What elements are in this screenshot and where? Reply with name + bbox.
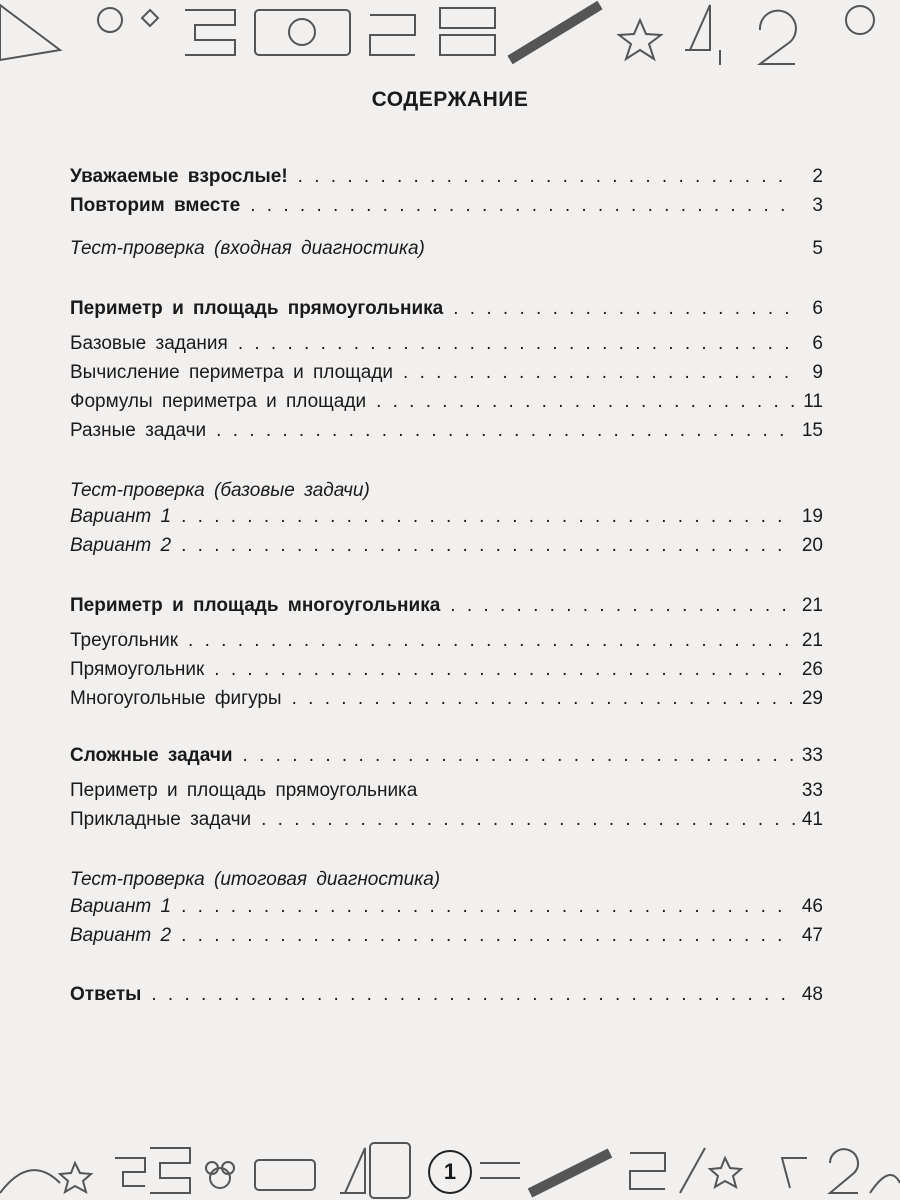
toc-entry	[70, 780, 823, 810]
toc-entry-label: Вариант 2	[70, 925, 172, 946]
banknote-icon	[255, 1160, 315, 1190]
toc-entry-label: Вычисление периметра и площади	[70, 362, 394, 383]
toc-entry	[70, 984, 823, 1014]
toc-entry	[70, 506, 823, 536]
equals-icon	[480, 1163, 520, 1178]
leaf-icon	[0, 1170, 60, 1193]
toc-entry-label: Уважаемые взрослые!	[70, 166, 288, 187]
toc-entry-label: Разные задачи	[70, 420, 207, 441]
toc-entry	[70, 745, 823, 775]
toc-entry-page: 3	[812, 195, 823, 216]
toc-entry	[70, 595, 823, 625]
leader-dots	[216, 420, 795, 442]
leader-dots	[238, 333, 795, 355]
toc-entry-label: Многоугольные фигуры	[70, 688, 282, 709]
toc-entry	[70, 688, 823, 718]
toc-entry-page: 33	[801, 780, 823, 801]
toc-entry-label: Тест-проверка (базовые задачи)	[70, 480, 370, 501]
toc-entry-page: 6	[812, 298, 823, 319]
toc-entry-page: 21	[801, 595, 823, 616]
toc-entry-label: Прикладные задачи	[70, 809, 252, 830]
toc-entry	[70, 809, 823, 839]
toc-entry-page: 41	[801, 809, 823, 830]
toc-entry-page: 33	[801, 745, 823, 766]
leader-dots	[181, 896, 795, 918]
leader-dots	[403, 362, 795, 384]
ruler-icon	[530, 1153, 610, 1193]
page-title: СОДЕРЖАНИЕ	[371, 88, 529, 111]
leader-dots	[181, 925, 795, 947]
toc-entry	[70, 362, 823, 392]
star-icon	[60, 1163, 91, 1192]
digit-zero-icon	[370, 1143, 410, 1198]
page-number: 1	[428, 1150, 472, 1194]
toc-entry	[70, 896, 823, 926]
leader-dots	[376, 391, 795, 413]
toc-entry-page: 5	[812, 238, 823, 259]
toc-entry-page: 46	[801, 896, 823, 917]
toc-entry-page: 15	[801, 420, 823, 441]
toc-entry-label: Тест-проверка (итоговая диагностика)	[70, 869, 441, 890]
leader-dots	[188, 630, 795, 652]
toc-entry-label: Периметр и площадь прямоугольника	[70, 780, 418, 801]
toc-entry-page: 20	[801, 535, 823, 556]
toc-entry-page: 21	[801, 630, 823, 651]
pencil-icon	[680, 1148, 705, 1193]
toc-entry-page: 11	[803, 391, 823, 412]
toc-entry-label: Повторим вместе	[70, 195, 241, 216]
toc-entry	[70, 298, 823, 328]
toc-entry-label: Вариант 2	[70, 535, 172, 556]
leader-dots	[261, 809, 795, 831]
toc-entry-page: 47	[801, 925, 823, 946]
toc-entry	[70, 166, 823, 196]
leader-dots	[181, 535, 795, 557]
toc-entry-page: 26	[801, 659, 823, 680]
toc-entry-label: Периметр и площадь прямоугольника	[70, 298, 444, 319]
digit-five-icon	[150, 1148, 190, 1193]
leader-dots	[151, 984, 795, 1006]
toc-entry-label: Прямоугольник	[70, 659, 205, 680]
toc-entry-label: Тест-проверка (входная диагностика)	[70, 238, 425, 259]
toc-entry	[70, 333, 823, 363]
leader-dots	[214, 659, 795, 681]
toc-entry-label: Периметр и площадь многоугольника	[70, 595, 441, 616]
toc-entry-label: Ответы	[70, 984, 142, 1005]
toc-entry-page: 6	[812, 333, 823, 354]
toc-entry	[70, 925, 823, 955]
flower-icon	[210, 1168, 230, 1188]
toc-entry-label: Вариант 1	[70, 896, 172, 917]
digit-three-icon	[630, 1153, 665, 1189]
toc-entry-label: Треугольник	[70, 630, 179, 651]
leader-dots	[250, 195, 795, 217]
toc-entry	[70, 195, 823, 225]
leader-dots	[243, 745, 795, 767]
toc-entry-page: 48	[801, 984, 823, 1005]
toc-entry-page: 29	[801, 688, 823, 709]
digit-two-icon	[830, 1149, 858, 1193]
toc-entry-label: Вариант 1	[70, 506, 172, 527]
leader-dots	[292, 688, 795, 710]
toc-entry-page: 9	[812, 362, 823, 383]
toc-entry	[70, 659, 823, 689]
leaf-icon	[870, 1175, 900, 1193]
toc-entry	[70, 391, 823, 421]
digit-four-icon	[340, 1148, 365, 1193]
toc-entry-label: Базовые задания	[70, 333, 228, 354]
leader-dots	[298, 166, 795, 188]
toc-entry-page: 2	[812, 166, 823, 187]
digit-three-icon	[115, 1158, 145, 1186]
leader-dots	[181, 506, 795, 528]
toc-entry-label: Формулы периметра и площади	[70, 391, 367, 412]
star-icon	[710, 1158, 741, 1187]
toc-entry	[70, 420, 823, 450]
toc-section-heading	[70, 869, 823, 899]
digit-seven-icon	[782, 1158, 807, 1188]
toc-entry	[70, 535, 823, 565]
toc-entry	[70, 238, 823, 268]
leader-dots	[450, 595, 795, 617]
leader-dots	[453, 298, 795, 320]
toc-entry-label: Сложные задачи	[70, 745, 233, 766]
toc-entry-page: 19	[801, 506, 823, 527]
toc-entry	[70, 630, 823, 660]
